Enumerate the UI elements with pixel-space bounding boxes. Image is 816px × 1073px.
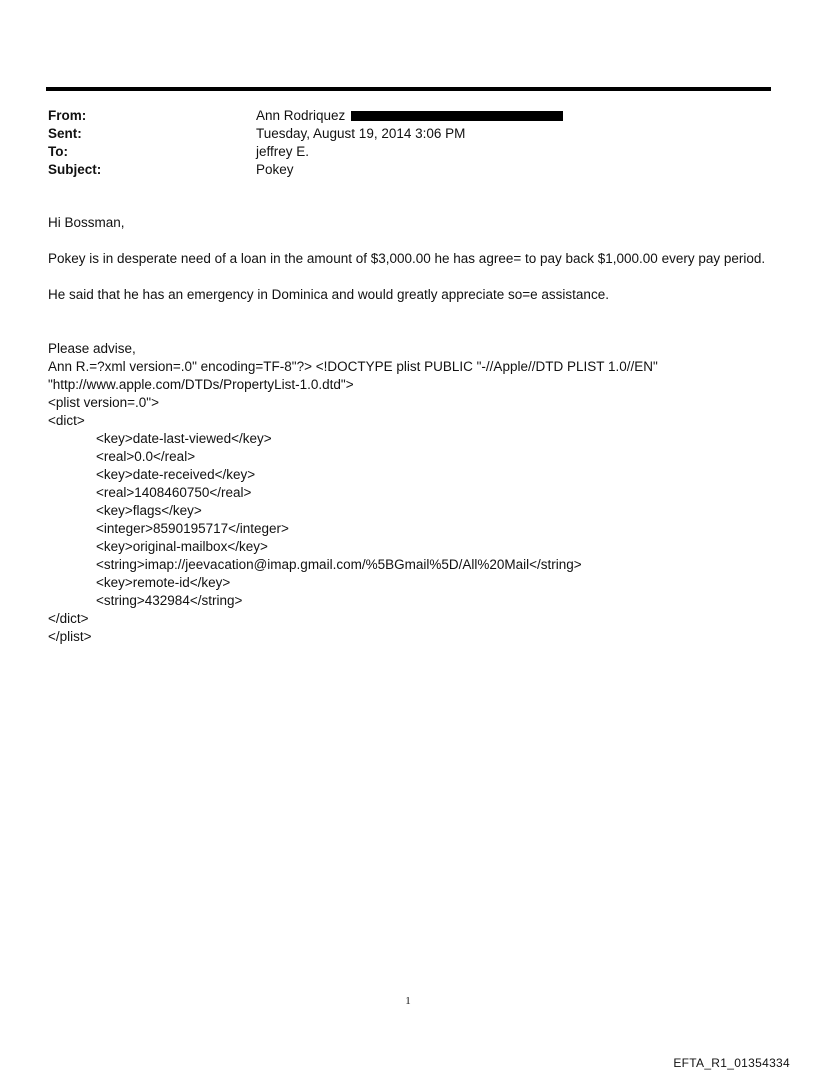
from-row <box>48 107 563 125</box>
from-value-group <box>256 107 563 125</box>
subject-value: Pokey <box>256 162 294 177</box>
plist-line: </dict> <box>48 611 89 626</box>
plist-line: <integer>8590195717</integer> <box>96 521 289 536</box>
plist-line: <key>original-mailbox</key> <box>96 539 268 554</box>
subject-label: Subject: <box>48 162 102 177</box>
plist-line: <string>432984</string> <box>96 593 243 608</box>
from-label: From: <box>48 108 87 123</box>
plist-line: <real>1408460750</real> <box>96 485 252 500</box>
closing-line: Please advise, <box>48 341 136 356</box>
paragraph-emergency: He said that he has an emergency in Dominica and would greatly appreciate so=e assistance. <box>48 287 609 302</box>
plist-line: <key>date-last-viewed</key> <box>96 431 272 446</box>
plist-line: Ann R.=?xml version=.0" encoding=TF-8"?> <!DOCTYPE plist PUBLIC "-//Apple//DTD PLIST 1.0//EN" <box>48 359 658 374</box>
document-id: EFTA_R1_01354334 <box>673 1056 790 1070</box>
plist-line: <key>flags</key> <box>96 503 202 518</box>
plist-line: "http://www.apple.com/DTDs/PropertyList-1.0.dtd"> <box>48 377 354 392</box>
sent-row <box>48 125 563 143</box>
redaction-bar <box>351 111 563 121</box>
sent-label: Sent: <box>48 126 82 141</box>
plist-line: <key>date-received</key> <box>96 467 256 482</box>
plist-line: <dict> <box>48 413 85 428</box>
paragraph-loan-request: Pokey is in desperate need of a loan in the amount of $3,000.00 he has agree= to pay back $1,000.00 every pay period. <box>48 251 766 266</box>
page-number: 1 <box>405 995 411 1007</box>
plist-line: <plist version=.0"> <box>48 395 159 410</box>
plist-line: </plist> <box>48 629 92 644</box>
to-row <box>48 143 563 161</box>
plist-line: <key>remote-id</key> <box>96 575 231 590</box>
plist-line: <real>0.0</real> <box>96 449 196 464</box>
from-value: Ann Rodriquez <box>256 108 346 123</box>
to-label: To: <box>48 144 68 159</box>
to-value: jeffrey E. <box>256 144 310 159</box>
email-body <box>48 214 788 646</box>
sent-value: Tuesday, August 19, 2014 3:06 PM <box>256 126 466 141</box>
subject-row <box>48 161 563 179</box>
greeting: Hi Bossman, <box>48 215 125 230</box>
plist-line: <string>imap://jeevacation@imap.gmail.com/%5BGmail%5D/All%20Mail</string> <box>96 557 582 572</box>
email-header <box>48 107 563 179</box>
header-rule <box>46 87 771 91</box>
